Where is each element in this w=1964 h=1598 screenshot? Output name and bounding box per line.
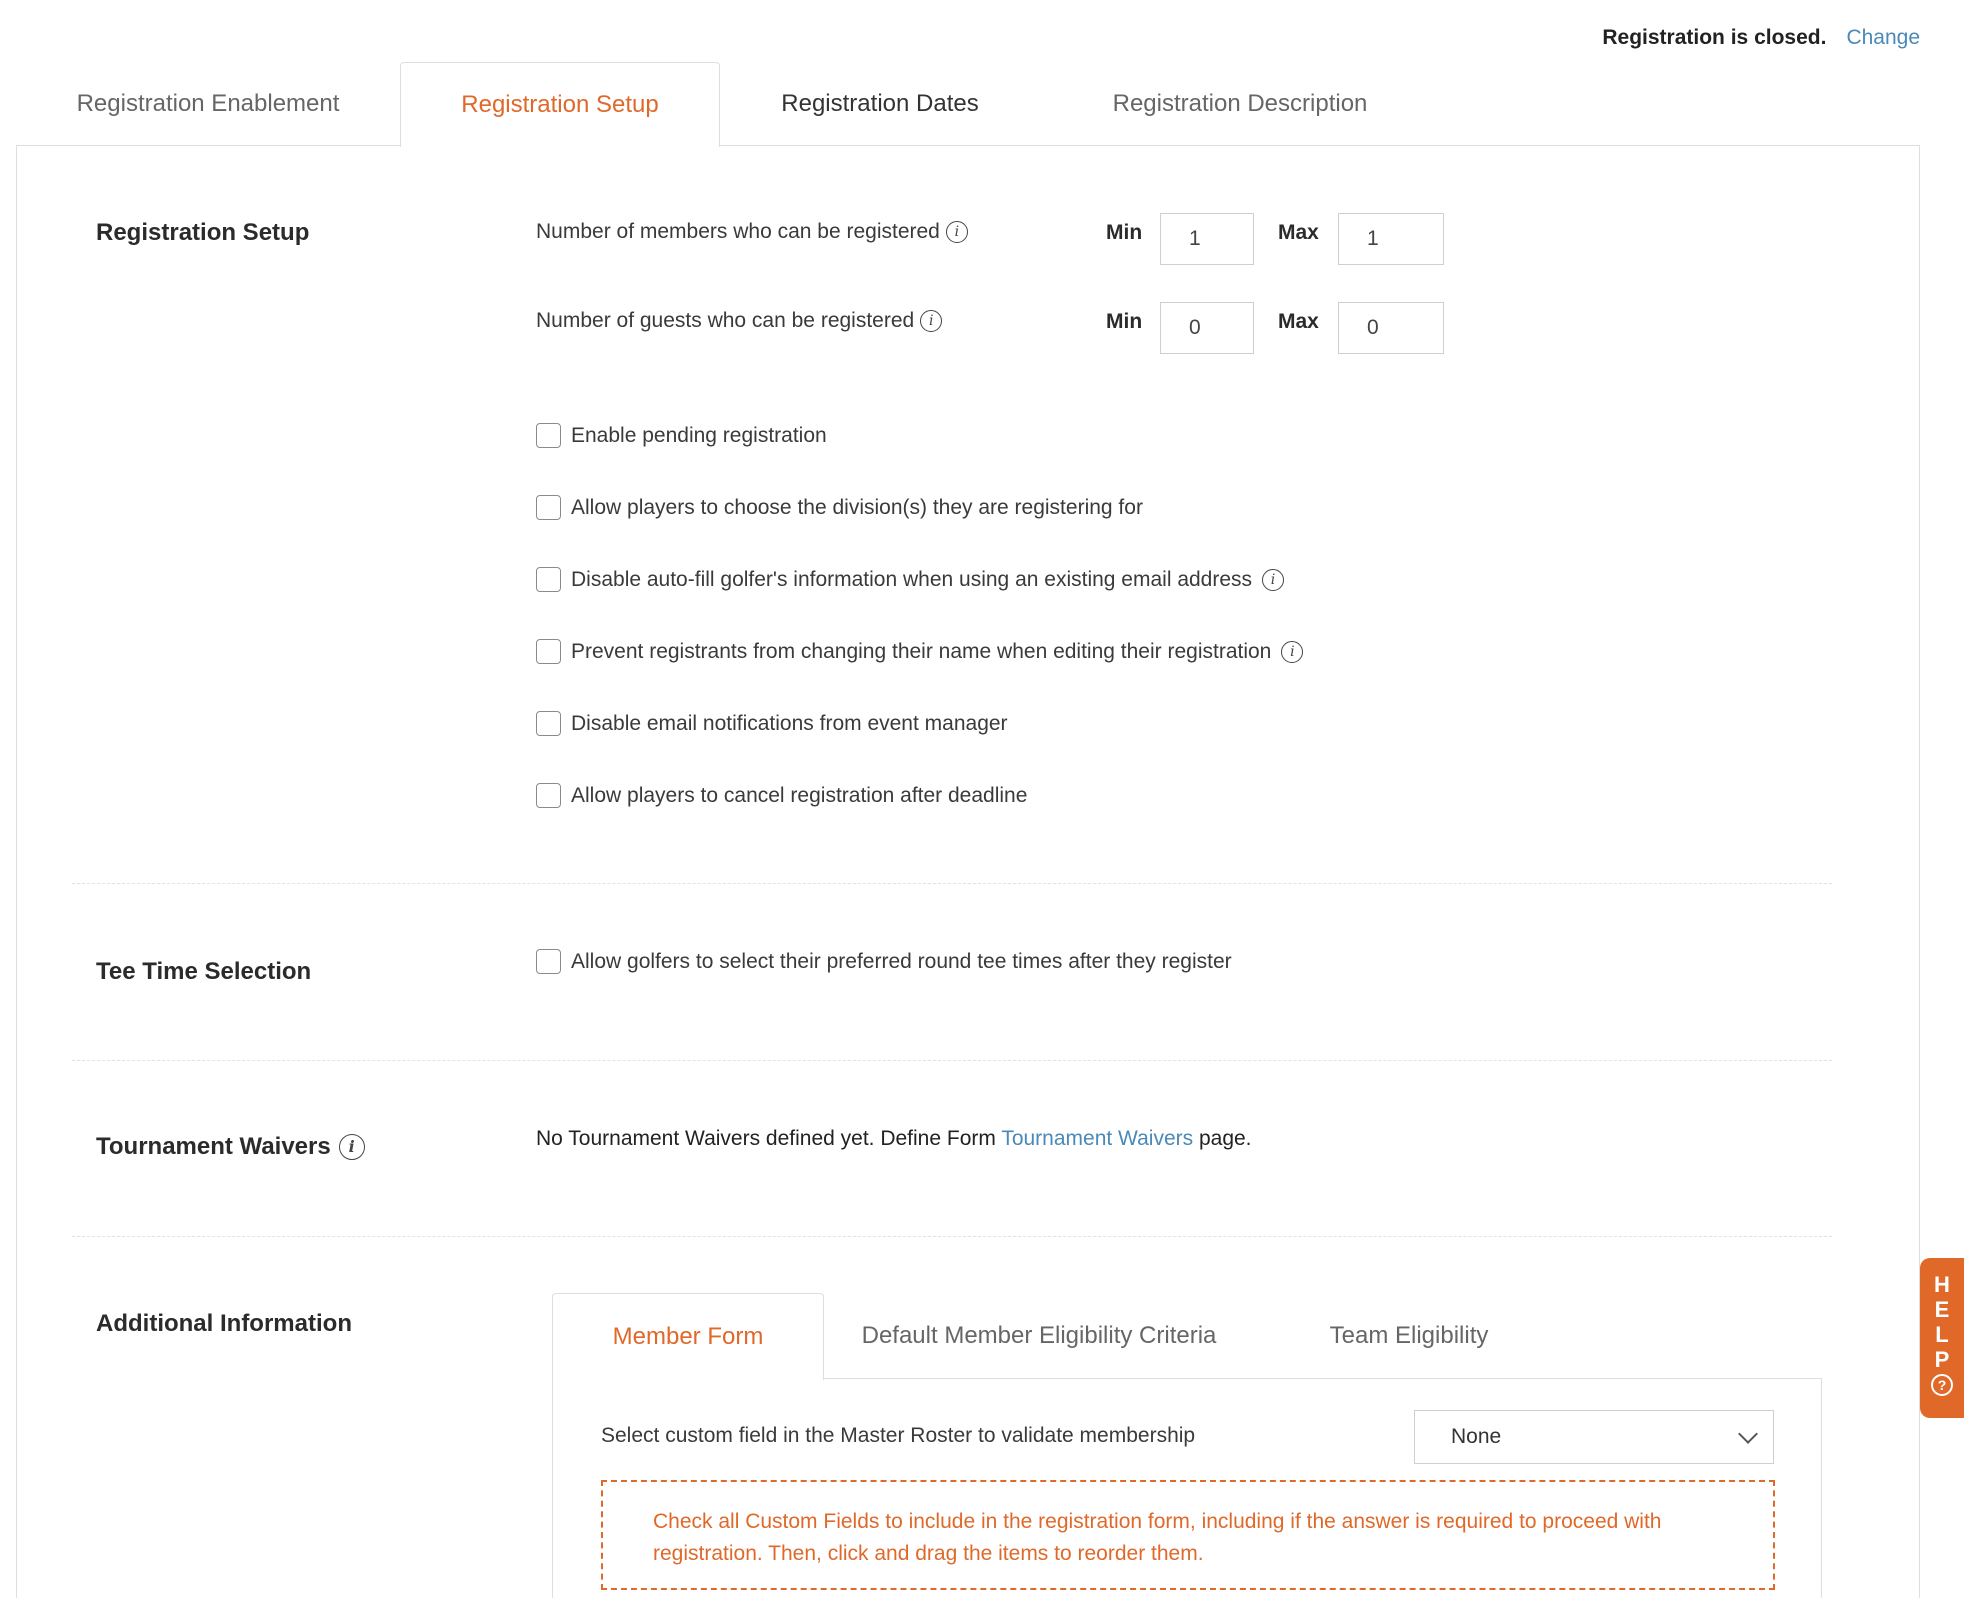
section-divider (72, 1060, 1832, 1061)
tab-member-form-active[interactable]: Member Form (552, 1293, 824, 1380)
option-disable-autofill (536, 567, 1284, 592)
custom-fields-notice: Check all Custom Fields to include in the registration form, including if the answer is required to proceed with registration. Then, click and drag the items to reorder them. (601, 1480, 1775, 1590)
option-tee-time (536, 949, 1232, 974)
tab-registration-description[interactable]: Registration Description (1112, 90, 1368, 117)
option-disable-email (536, 711, 1008, 736)
guests-max-label: Max (1278, 310, 1319, 333)
cancel-after-deadline-checkbox[interactable] (536, 783, 561, 808)
info-icon[interactable]: i (339, 1134, 365, 1160)
choose-division-checkbox[interactable] (536, 495, 561, 520)
help-letter: H (1934, 1272, 1950, 1297)
registration-status (1602, 26, 1920, 50)
option-label: Allow players to cancel registration after deadline (571, 783, 1028, 807)
tab-default-member-eligibility[interactable]: Default Member Eligibility Criteria (861, 1322, 1217, 1349)
guests-min-label: Min (1106, 310, 1143, 333)
enable-pending-checkbox[interactable] (536, 423, 561, 448)
option-choose-division (536, 495, 1143, 520)
registration-tabs (16, 62, 1920, 146)
custom-field-select-label: Select custom field in the Master Roster to validate membership (601, 1424, 1196, 1447)
option-label: Allow golfers to select their preferred round tee times after they register (571, 949, 1232, 973)
question-circle-icon: ? (1931, 1374, 1953, 1396)
change-link[interactable]: Change (1846, 26, 1920, 49)
tournament-waivers-title: Tournament Waivers (96, 1133, 331, 1160)
disable-email-checkbox[interactable] (536, 711, 561, 736)
members-min-input[interactable] (1160, 213, 1254, 265)
waivers-text-after: page. (1193, 1127, 1252, 1150)
waivers-message (536, 1127, 1252, 1151)
tab-team-eligibility[interactable]: Team Eligibility (1329, 1322, 1489, 1349)
option-enable-pending (536, 423, 827, 448)
custom-field-select[interactable] (1414, 1410, 1774, 1464)
section-title-tee-time: Tee Time Selection (96, 958, 312, 985)
option-label: Disable email notifications from event manager (571, 711, 1008, 735)
waivers-text-before: No Tournament Waivers defined yet. Define Form (536, 1127, 1002, 1150)
section-title-tournament-waivers (96, 1133, 365, 1161)
info-icon[interactable]: i (1262, 569, 1284, 591)
guests-count-row (536, 309, 942, 333)
section-divider (72, 1236, 1832, 1237)
section-divider (72, 883, 1832, 884)
help-letter: L (1935, 1322, 1949, 1347)
help-tab[interactable] (1920, 1258, 1964, 1418)
info-icon[interactable]: i (946, 221, 968, 243)
members-max-input[interactable] (1338, 213, 1444, 265)
members-max-label: Max (1278, 221, 1319, 244)
option-label: Prevent registrants from changing their name when editing their registration (571, 639, 1272, 663)
info-icon[interactable]: i (920, 310, 942, 332)
custom-field-select-value: None (1451, 1425, 1502, 1448)
section-title-additional-information: Additional Information (96, 1310, 352, 1337)
help-letter: P (1934, 1347, 1950, 1372)
members-count-row (536, 220, 968, 244)
disable-autofill-checkbox[interactable] (536, 567, 561, 592)
prevent-name-change-checkbox[interactable] (536, 639, 561, 664)
option-cancel-after-deadline (536, 783, 1027, 808)
registration-status-text: Registration is closed. (1602, 26, 1827, 49)
option-label: Disable auto-fill golfer's information when using an existing email address (571, 567, 1253, 591)
option-label: Enable pending registration (571, 423, 827, 447)
option-prevent-name-change (536, 639, 1303, 664)
members-count-label: Number of members who can be registered (536, 220, 940, 243)
option-label: Allow players to choose the division(s) they are registering for (571, 495, 1143, 519)
members-min-label: Min (1106, 221, 1143, 244)
tee-time-checkbox[interactable] (536, 949, 561, 974)
guests-max-input[interactable] (1338, 302, 1444, 354)
tournament-waivers-link[interactable]: Tournament Waivers (1001, 1127, 1194, 1150)
help-letter: E (1934, 1297, 1950, 1322)
chevron-down-icon (1738, 1424, 1758, 1444)
guests-count-label: Number of guests who can be registered (536, 309, 915, 332)
section-title-registration-setup: Registration Setup (96, 219, 310, 246)
info-icon[interactable]: i (1281, 641, 1303, 663)
tab-registration-setup[interactable]: Registration Setup (400, 62, 720, 147)
tab-registration-dates[interactable]: Registration Dates (781, 90, 979, 117)
guests-min-input[interactable] (1160, 302, 1254, 354)
additional-information-tabs (536, 1293, 1820, 1379)
tab-registration-enablement[interactable]: Registration Enablement (76, 90, 340, 117)
